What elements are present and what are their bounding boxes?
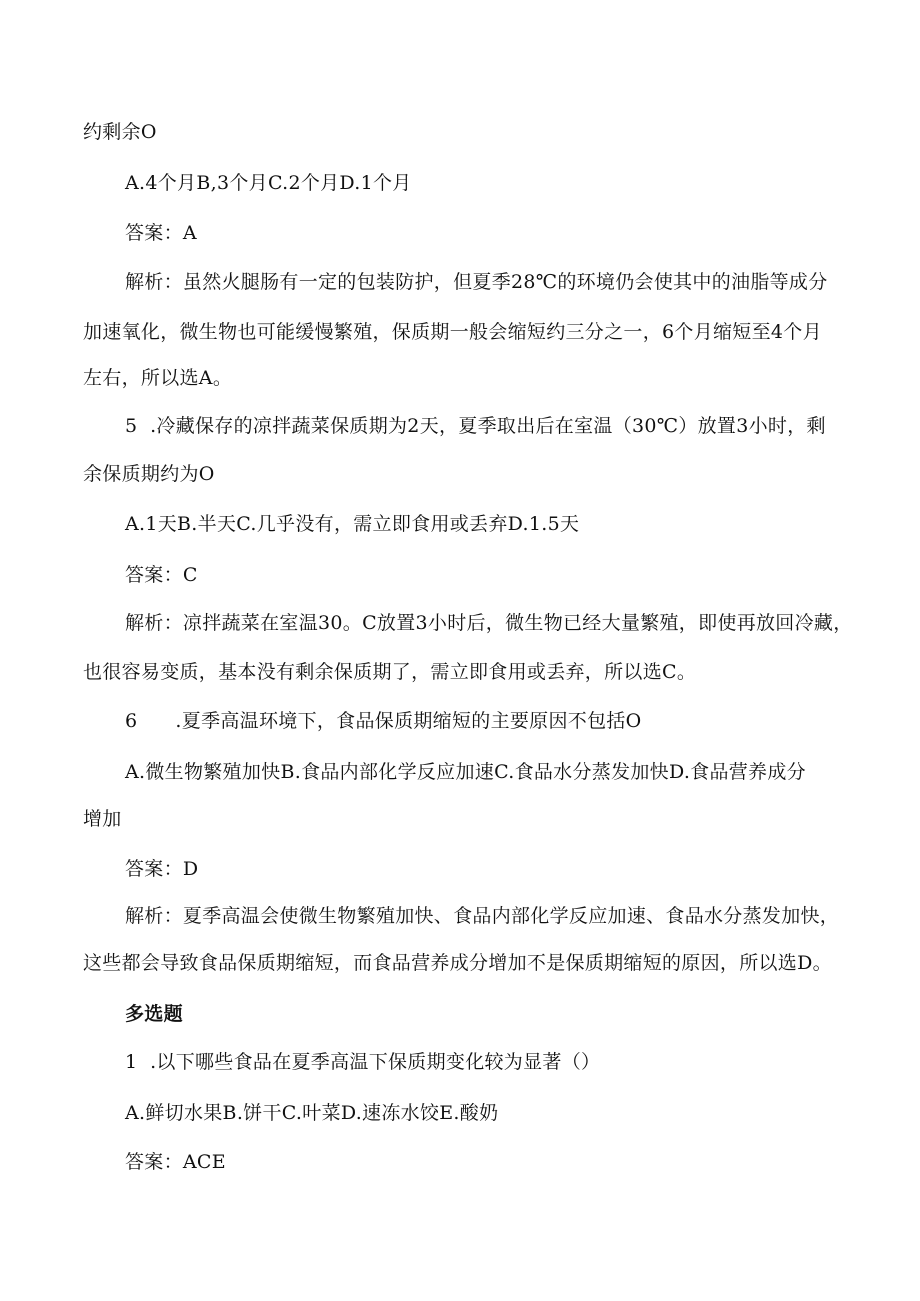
mc-question-1-answer: 答案：ACE [125,1151,226,1173]
mc-question-1-options: A.鲜切水果B.饼干C.叶菜D.速冻水饺E.酸奶 [125,1102,499,1124]
question-4-options: A.4个月B,3个月C.2个月D.1个月 [125,172,412,194]
question-4-explanation-3: 左右，所以选A。 [83,367,233,389]
mc-question-1-stem: 1 .以下哪些食品在夏季高温下保质期变化较为显著（） [125,1051,601,1073]
question-4-answer: 答案：A [125,222,197,244]
question-6-options-2: 增加 [83,808,122,830]
question-5-explanation-1: 解析：凉拌蔬菜在室温30。C放置3小时后，微生物已经大量繁殖，即使再放回冷藏， [125,612,853,634]
question-6-explanation-1: 解析：夏季高温会使微生物繁殖加快、食品内部化学反应加速、食品水分蒸发加快， [125,905,840,927]
section-heading-multiple-choice: 多选题 [125,1003,183,1025]
question-6-options-1: A.微生物繁殖加快B.食品内部化学反应加速C.食品水分蒸发加快D.食品营养成分 [125,761,806,783]
question-5-options: A.1天B.半天C.几乎没有，需立即食用或丢弃D.1.5天 [125,513,580,535]
question-5-stem-2: 余保质期约为O [83,463,215,485]
question-4-explanation-2: 加速氧化，微生物也可能缓慢繁殖，保质期一般会缩短约三分之一，6个月缩短至4个月 [83,321,822,343]
question-5-stem-1: 5 .冷藏保存的凉拌蔬菜保质期为2天，夏季取出后在室温（30℃）放置3小时，剩 [125,415,826,437]
question-5-explanation-2: 也很容易变质，基本没有剩余保质期了，需立即食用或丢弃，所以选C。 [83,661,697,683]
question-4-explanation-1: 解析：虽然火腿肠有一定的包装防护，但夏季28℃的环境仍会使其中的油脂等成分 [125,271,828,293]
question-5-answer: 答案：C [125,564,198,586]
question-6-answer: 答案：D [125,858,199,880]
question-6-stem: 6 .夏季高温环境下，食品保质期缩短的主要原因不包括O [125,710,642,732]
question-4-stem-end: 约剩余O [83,121,157,143]
question-6-explanation-2: 这些都会导致食品保质期缩短，而食品营养成分增加不是保质期缩短的原因，所以选D。 [83,952,832,974]
